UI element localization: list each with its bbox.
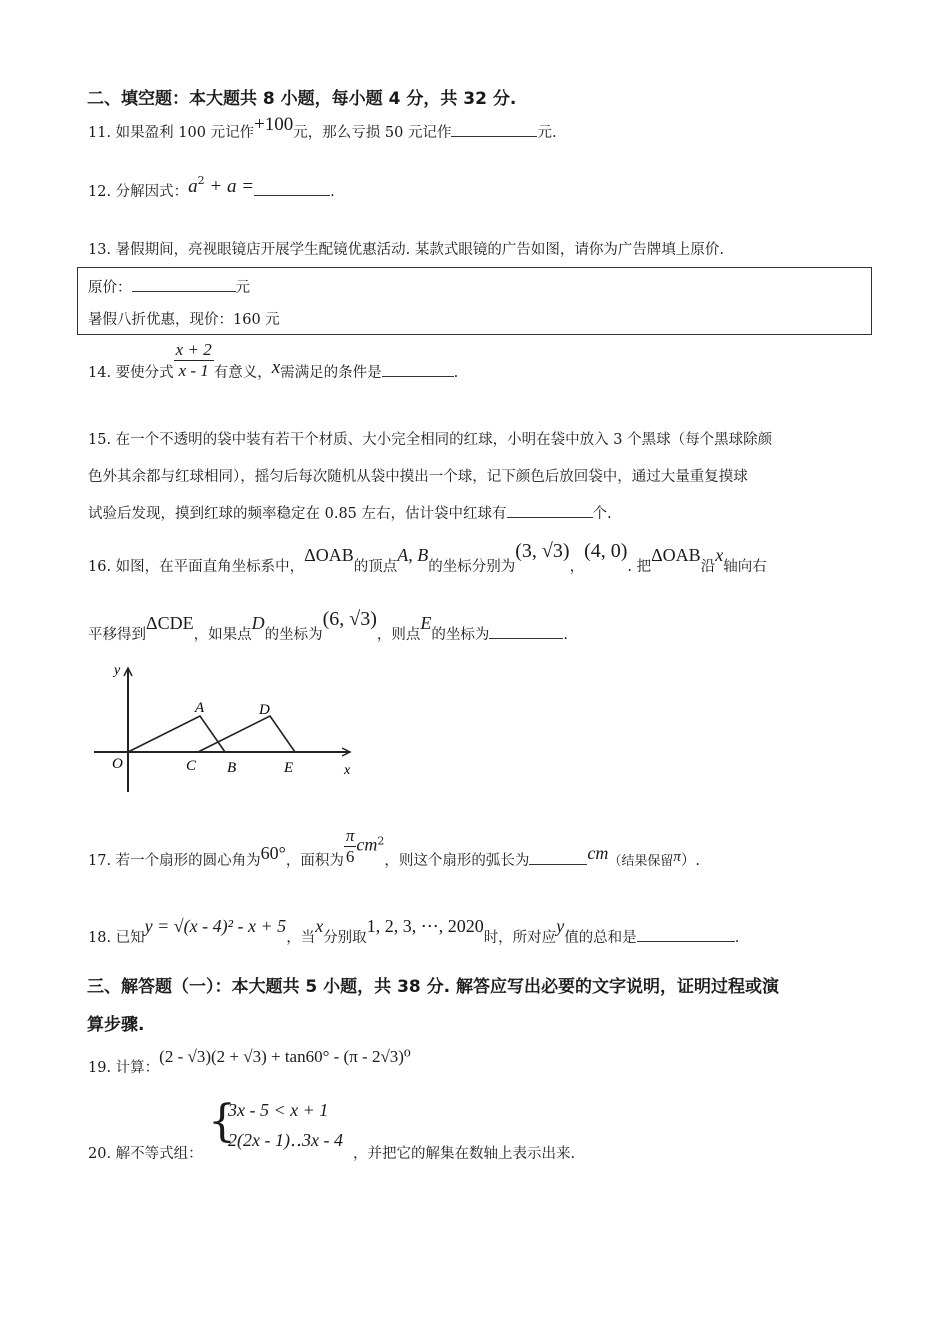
label-b: B [227, 760, 237, 776]
answer-blank[interactable] [254, 181, 330, 196]
label-d: D [259, 702, 270, 718]
question-13: 13. 暑假期间，亮视眼镜店开展学生配镜优惠活动. 某款式眼镜的广告如图，请你为广告牌填上原价. [88, 242, 724, 258]
fraction: $\frac{\pi}{6}$ [345, 826, 355, 866]
section-2-heading: 二、填空题：本大题共 8 小题，每小题 4 分，共 32 分. [87, 89, 517, 109]
section-3-heading-line-1: 三、解答题（一）：本大题共 5 小题，共 38 分. 解答应写出必要的文字说明，证明过程或演 [87, 977, 780, 997]
question-20: 20. 解不等式组： { 3x - 5 < x + 1 2(2x - 1)‥3x - 4 ，并把它的解集在数轴上表示出来. [88, 1096, 576, 1162]
question-11: 11. 如果盈利 100 元记作+100元，那么亏损 50 元记作 元. [88, 114, 557, 141]
question-19: 19. 计算：(2 - √3)(2 + √3) + tan60° - (π - 2√3)⁰ [88, 1047, 411, 1076]
question-12: 12. 分解因式：$a^2 + a$ = . [88, 174, 335, 200]
label-x: x [344, 763, 351, 778]
brace-symbol: { [208, 1096, 236, 1147]
answer-blank[interactable] [637, 927, 735, 942]
label-y: y [114, 663, 121, 678]
ad-original-price: 原价： 元 [88, 276, 250, 297]
coordinate-figure [88, 660, 368, 800]
answer-blank[interactable] [132, 277, 236, 292]
answer-blank[interactable] [507, 503, 593, 518]
answer-blank[interactable] [489, 624, 563, 639]
label-o: O [112, 756, 123, 772]
question-16-line-2: 平移得到ΔCDE，如果点D的坐标为(6, √3)，则点E的坐标为 . [88, 608, 568, 643]
answer-blank[interactable] [529, 850, 587, 865]
fraction: $\frac{x + 2}{x - 1}$ [175, 340, 212, 380]
ad-current-price: 暑假八折优惠，现价：160 元 [88, 312, 280, 328]
answer-blank[interactable] [451, 122, 537, 137]
question-18: 18. 已知y = √(x - 4)² - x + 5，当x分别取1, 2, 3, ⋯, 2020时，所对应y值的总和是 . [88, 916, 740, 946]
label-a: A [195, 700, 205, 716]
question-17: 17. 若一个扇形的圆心角为60°，面积为 $\frac{\pi}{6}$ $cm^2$，则这个扇形的弧长为 cm（结果保留π）. [88, 826, 701, 869]
label-c: C [186, 758, 197, 774]
inequality-2: 2(2x - 1)‥3x - 4 [228, 1130, 343, 1150]
answer-blank[interactable] [382, 362, 454, 377]
section-3-heading-line-2: 算步骤. [87, 1015, 145, 1035]
question-16-line-1: 16. 如图，在平面直角坐标系中，ΔOAB的顶点A, B的坐标分别为(3, √3)，(4, 0). 把ΔOAB沿x轴向右 [88, 540, 767, 575]
question-15-line-2: 色外其余都与红球相同），摇匀后每次随机从袋中摸出一个球，记下颜色后放回袋中，通过大量重复摸球 [88, 469, 748, 485]
question-14: 14. 要使分式 $\frac{x + 2}{x - 1}$ 有意义，x需满足的条件是 . [88, 340, 459, 381]
question-15-line-1: 15. 在一个不透明的袋中装有若干个材质、大小完全相同的红球，小明在袋中放入 3 个黑球（每个黑球除颜 [88, 432, 773, 448]
question-15-line-3: 试验后发现，摸到红球的频率稳定在 0.85 左右，估计袋中红球有 个. [88, 502, 612, 523]
advertisement-board [77, 267, 872, 335]
label-e: E [284, 760, 294, 776]
inequality-1: 3x - 5 < x + 1 [228, 1100, 329, 1120]
